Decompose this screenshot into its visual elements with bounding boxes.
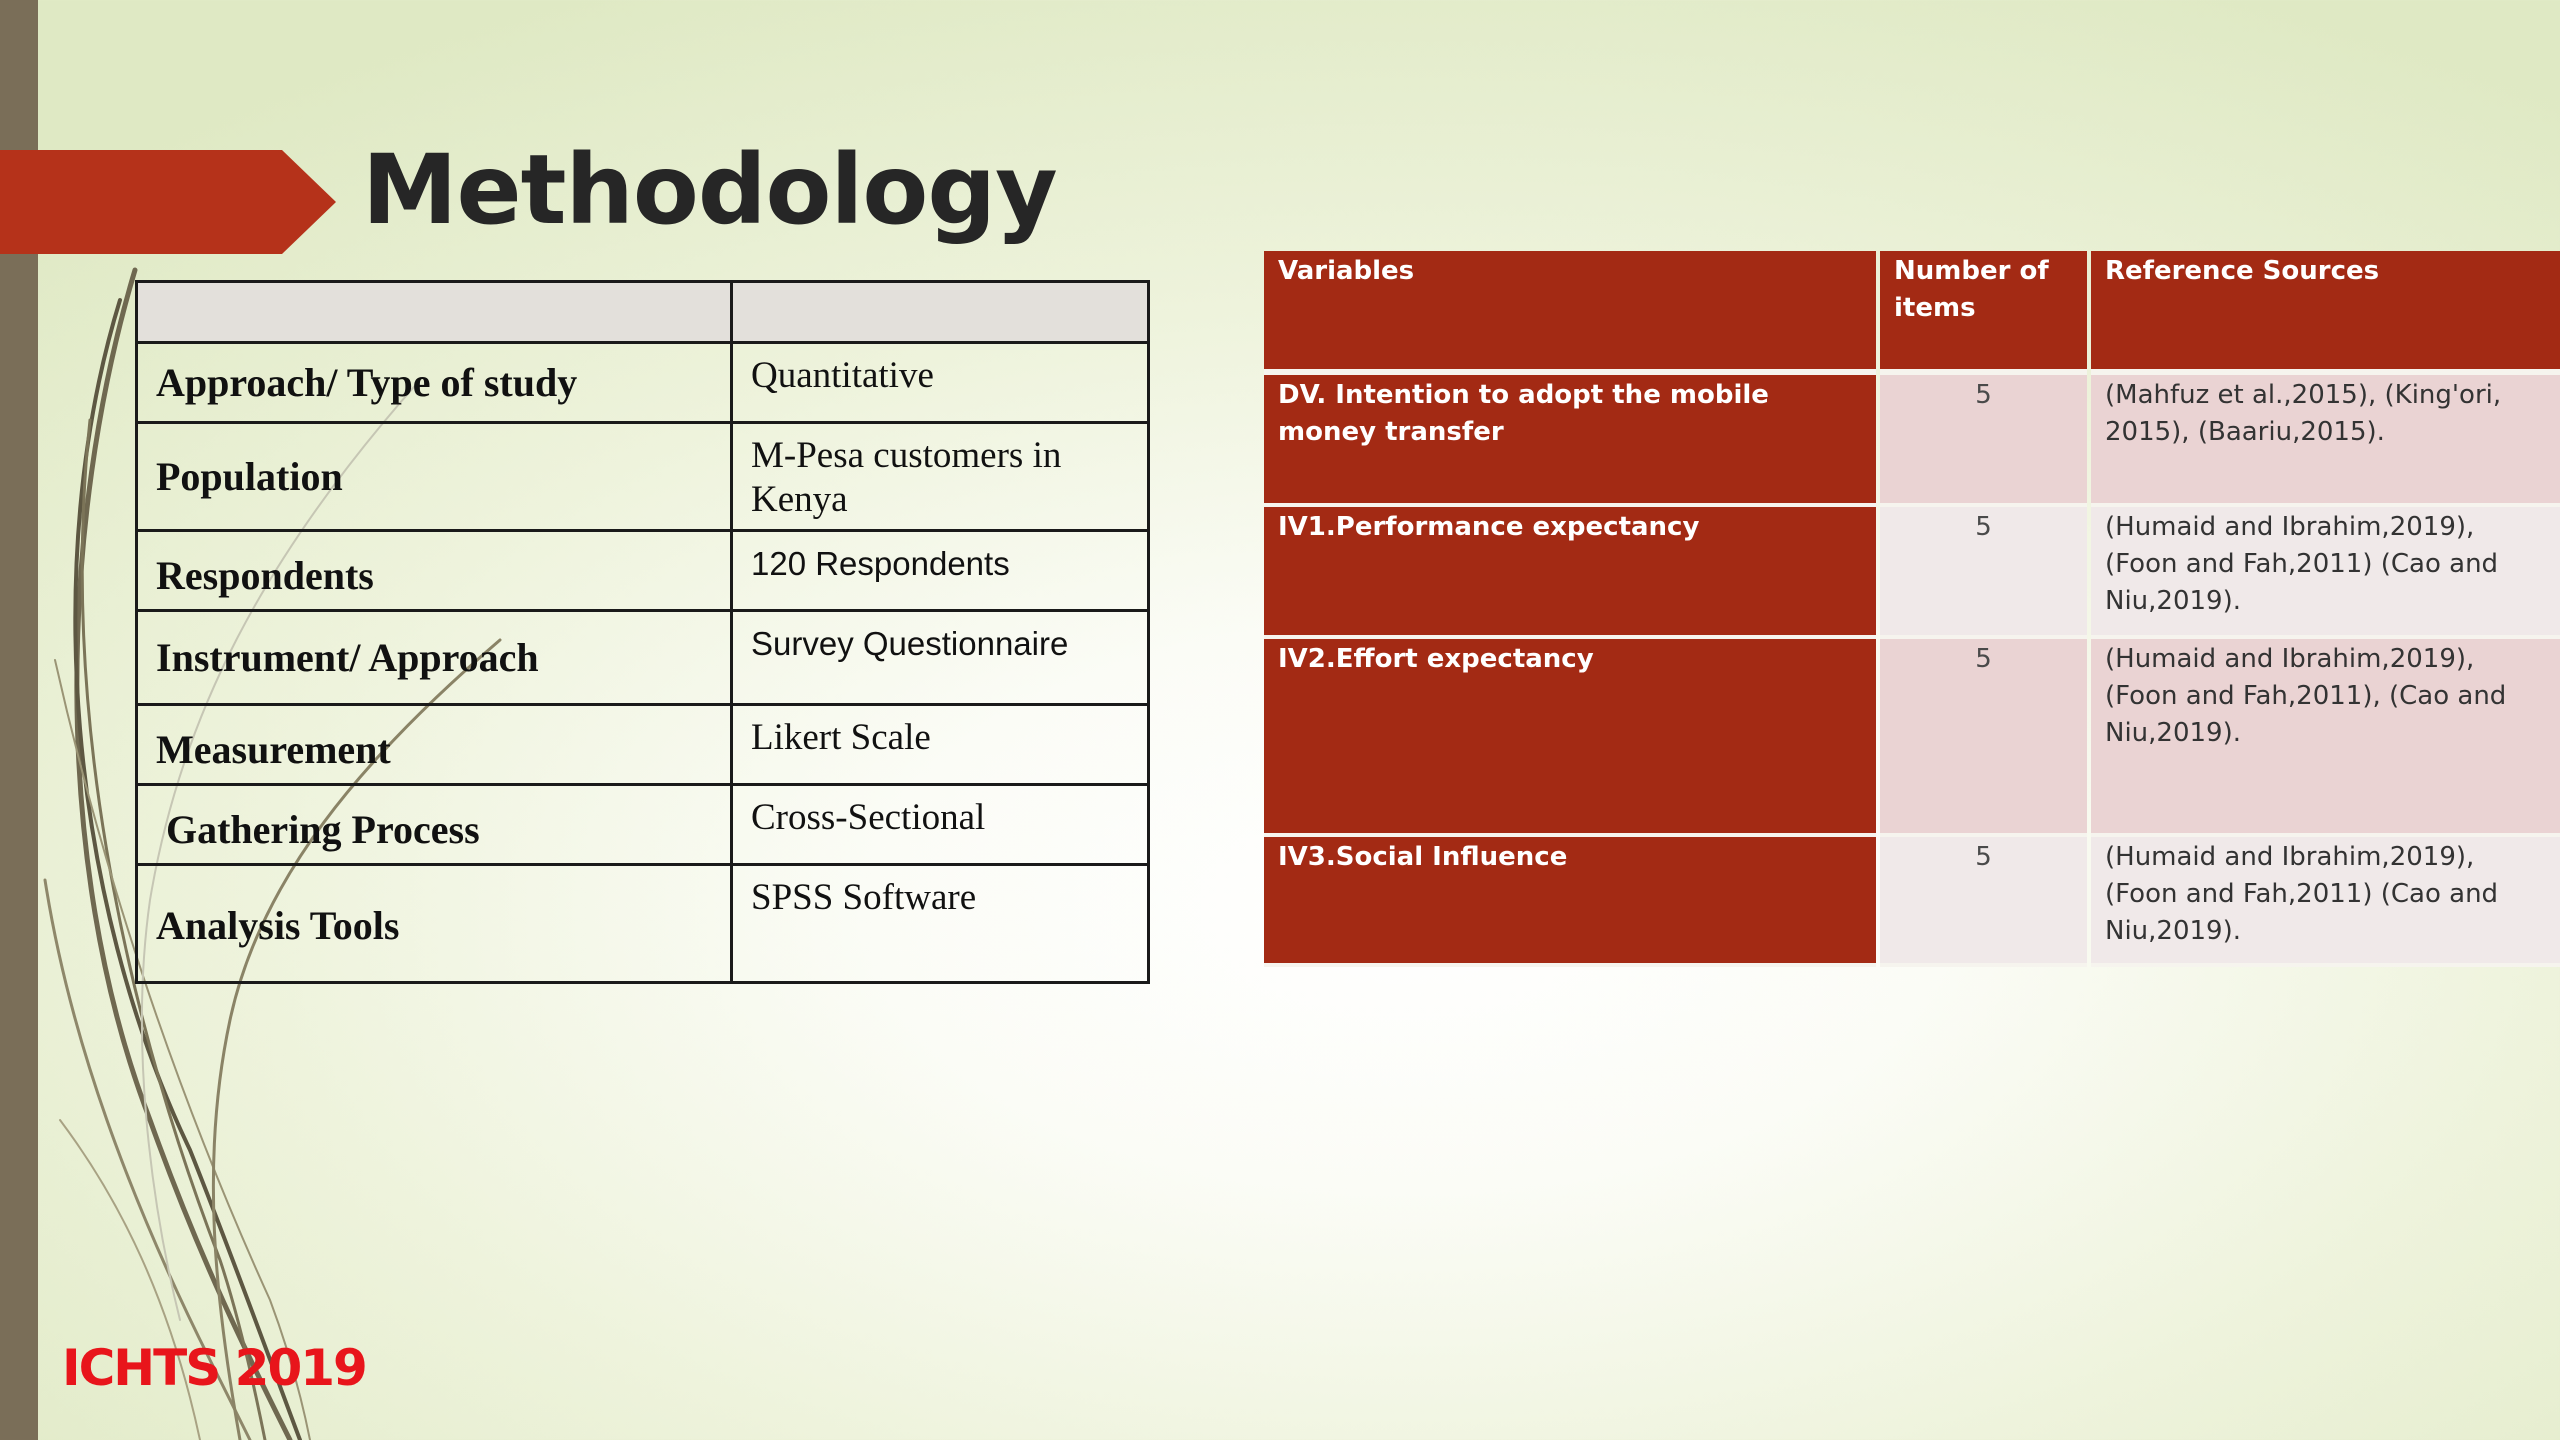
- table-row: [137, 785, 1149, 865]
- method-row-label: Respondents: [137, 531, 732, 611]
- methodology-table: [135, 280, 1150, 984]
- variables-header-cell: Variables: [1264, 251, 1876, 375]
- method-row-label: Approach/ Type of study: [137, 343, 732, 423]
- reference-sources-cell: (Humaid and Ibrahim,2019), (Foon and Fah,2011) (Cao and Niu,2019).: [2091, 837, 2560, 967]
- table-row: [137, 423, 1149, 531]
- table-row: [1264, 507, 2560, 639]
- items-header-cell: Number of items: [1880, 251, 2087, 375]
- method-row-value: 120 Respondents: [732, 531, 1149, 611]
- methodology-header-cell: [137, 282, 732, 343]
- reference-sources-cell: (Humaid and Ibrahim,2019), (Foon and Fah,2011) (Cao and Niu,2019).: [2091, 507, 2560, 639]
- item-count-cell: 5: [1880, 639, 2087, 837]
- table-row: [1264, 837, 2560, 967]
- table-row: [1264, 639, 2560, 837]
- item-count-cell: 5: [1880, 507, 2087, 639]
- table-row: [137, 865, 1149, 983]
- method-row-label: Analysis Tools: [137, 865, 732, 983]
- method-row-value: SPSS Software: [732, 865, 1149, 983]
- method-row-label: Measurement: [137, 705, 732, 785]
- table-row: [137, 611, 1149, 705]
- method-row-label: Instrument/ Approach: [137, 611, 732, 705]
- variables-table: [1260, 251, 2560, 967]
- method-row-value: Likert Scale: [732, 705, 1149, 785]
- method-row-label: Population: [137, 423, 732, 531]
- variable-name-cell: DV. Intention to adopt the mobile money transfer: [1264, 375, 1876, 507]
- left-accent-bar: [0, 0, 38, 1440]
- method-row-value: Survey Questionnaire: [732, 611, 1149, 705]
- table-row: [1264, 375, 2560, 507]
- methodology-header-cell: [732, 282, 1149, 343]
- item-count-cell: 5: [1880, 375, 2087, 507]
- table-row: [137, 343, 1149, 423]
- sources-header-cell: Reference Sources: [2091, 251, 2560, 375]
- variable-name-cell: IV1.Performance expectancy: [1264, 507, 1876, 639]
- reference-sources-cell: (Humaid and Ibrahim,2019), (Foon and Fah,2011), (Cao and Niu,2019).: [2091, 639, 2560, 837]
- conference-brand-logo: ICHTS 2019: [62, 1339, 366, 1397]
- slide-title: Methodology: [362, 134, 1057, 246]
- table-row: [137, 705, 1149, 785]
- item-count-cell: 5: [1880, 837, 2087, 967]
- variable-name-cell: IV2.Effort expectancy: [1264, 639, 1876, 837]
- variable-name-cell: IV3.Social Influence: [1264, 837, 1876, 967]
- variables-table-header-row: [1264, 251, 2560, 375]
- method-row-value: Quantitative: [732, 343, 1149, 423]
- method-row-label: Gathering Process: [137, 785, 732, 865]
- table-row: [137, 531, 1149, 611]
- method-row-value: Cross-Sectional: [732, 785, 1149, 865]
- reference-sources-cell: (Mahfuz et al.,2015), (King'ori, 2015), (Baariu,2015).: [2091, 375, 2560, 507]
- method-row-value: M-Pesa customers in Kenya: [732, 423, 1149, 531]
- methodology-table-header-row: [137, 282, 1149, 343]
